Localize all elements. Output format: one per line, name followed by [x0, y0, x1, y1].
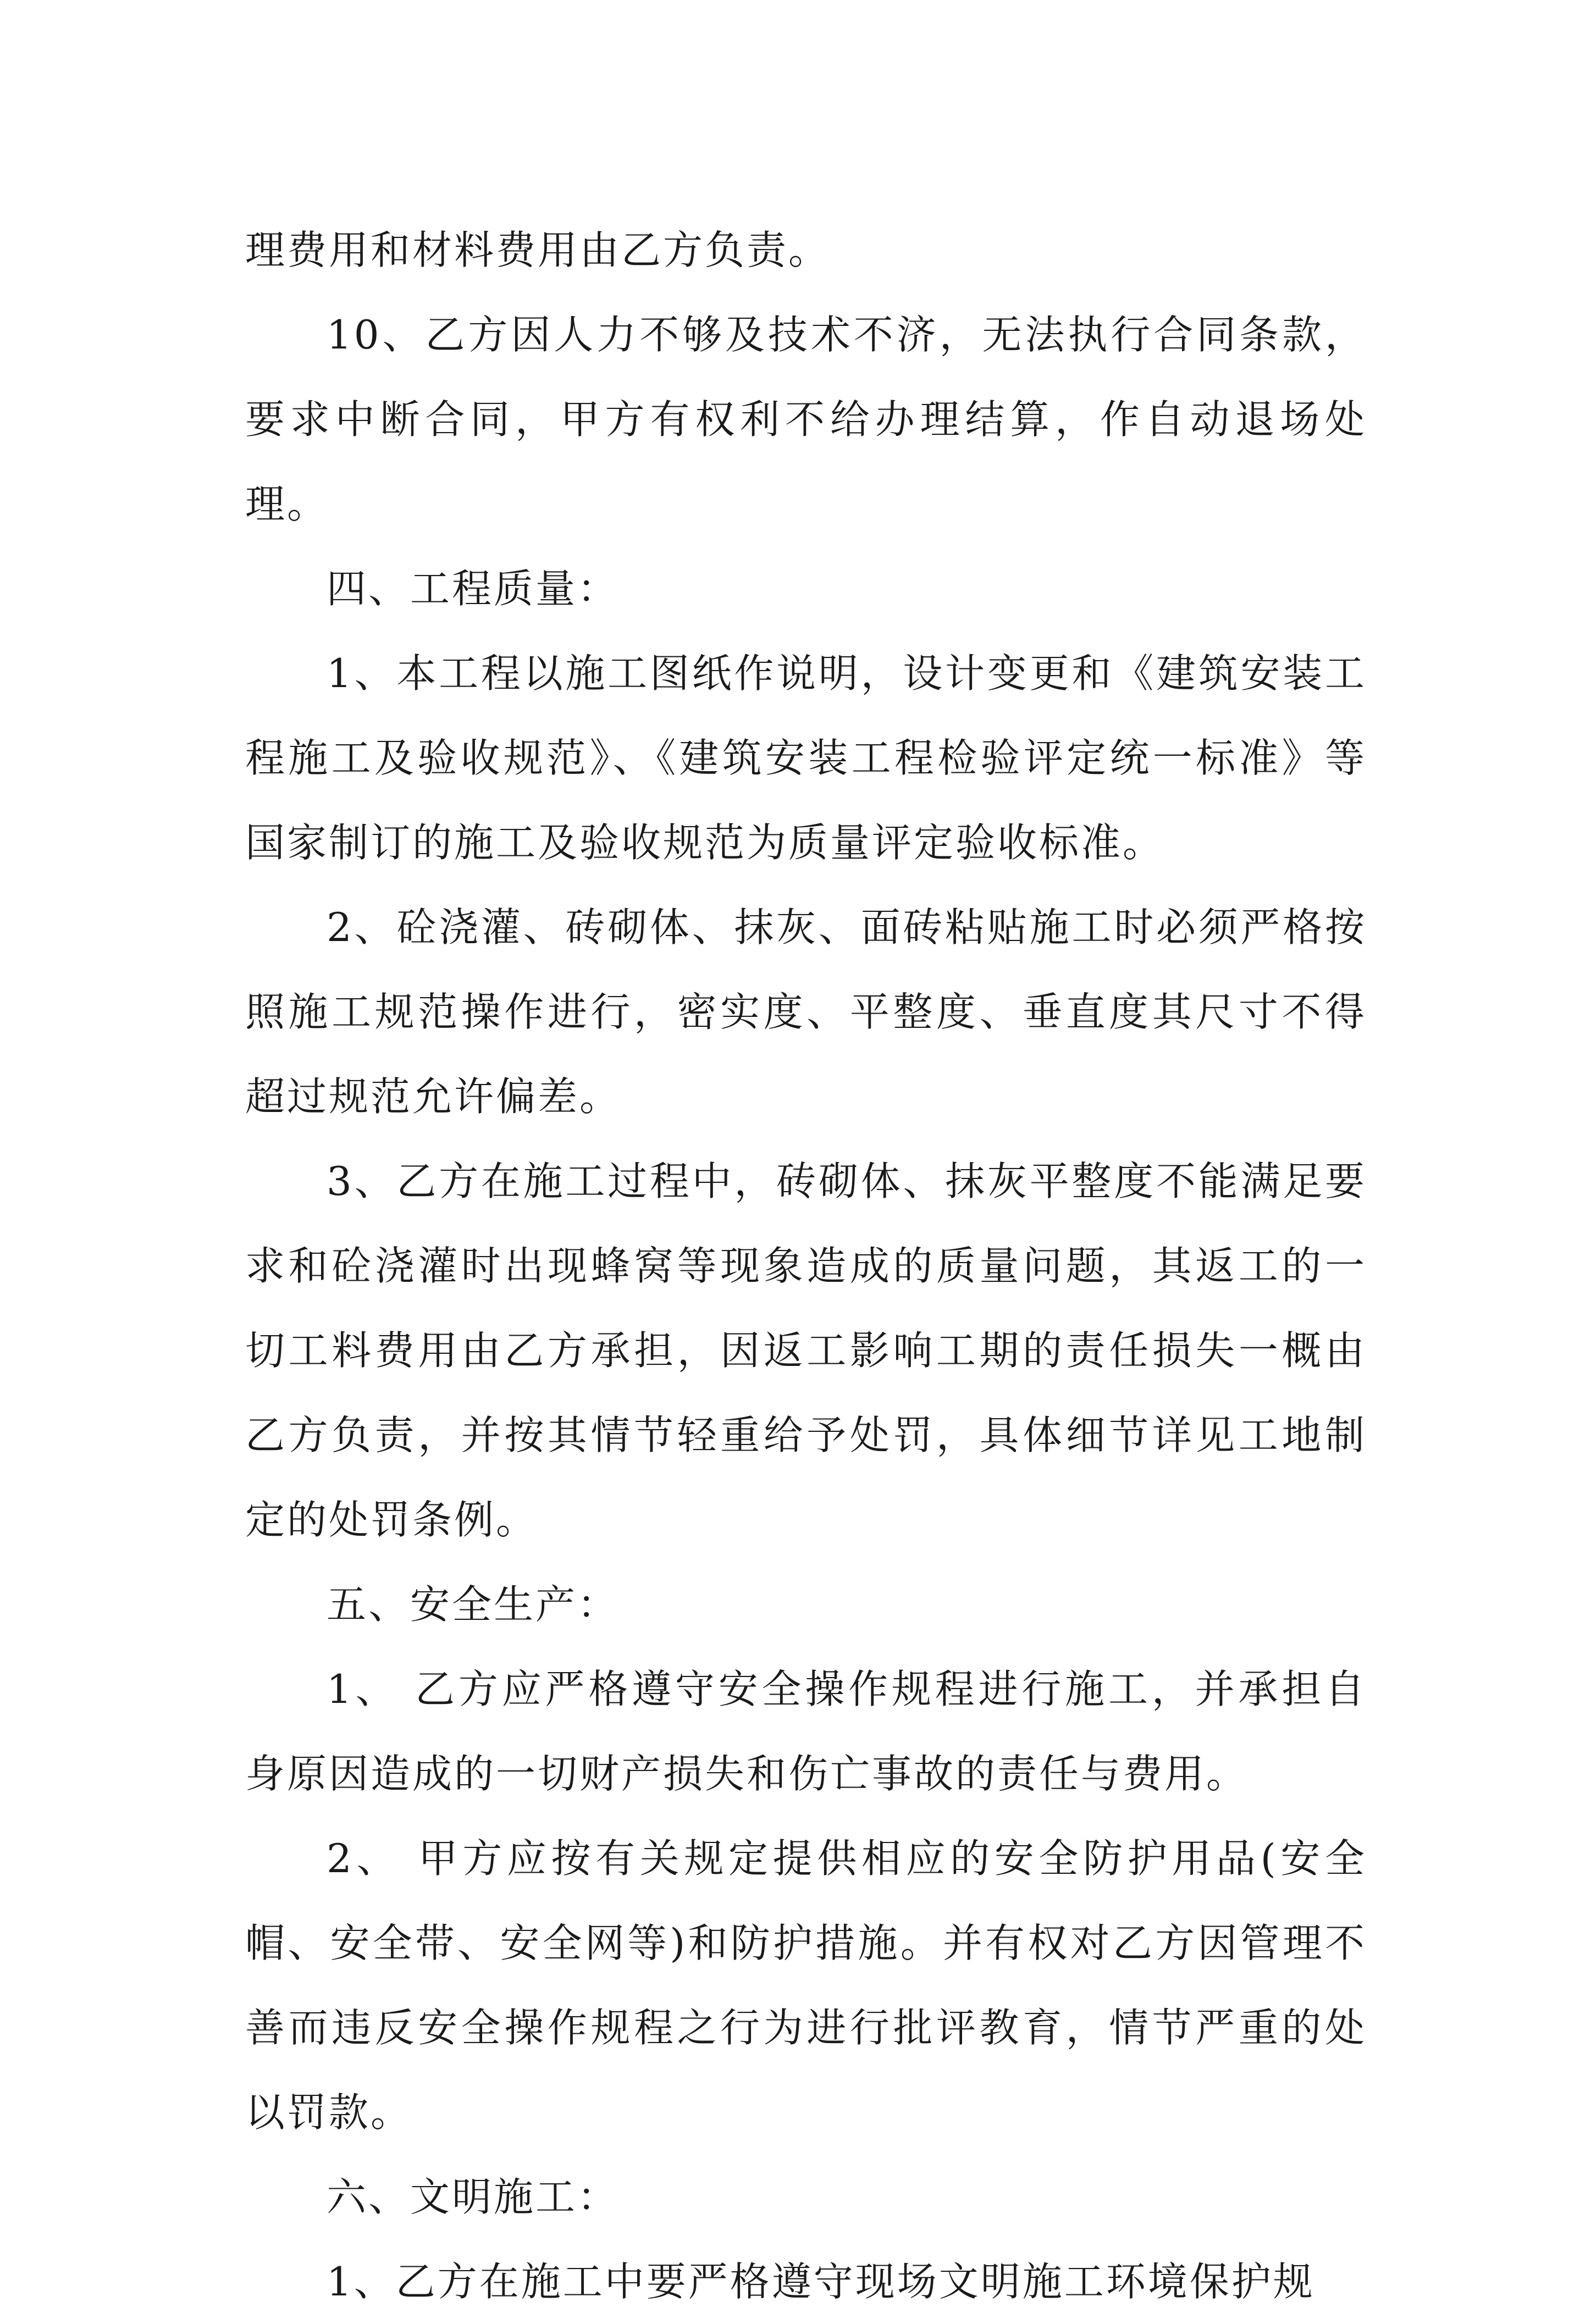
document-body	[245, 208, 1367, 2324]
paragraph-continuation: 理费用和材料费用由乙方负责。	[245, 227, 831, 273]
paragraph-quality-1: 1、本工程以施工图纸作说明，设计变更和《建筑安装工程施工及验收规范》、《建筑安装工程检验评定统一标准》等国家制订的施工及验收规范为质量评定验收标准。	[245, 650, 1367, 866]
section-heading-quality: 四、工程质量：	[327, 566, 620, 612]
section-heading-safety: 五、安全生产：	[327, 1581, 620, 1628]
paragraph-safety-2: 2、 甲方应按有关规定提供相应的安全防护用品(安全帽、安全带、安全网等)和防护措施。并有权对乙方因管理不善而违反安全操作规程之行为进行批评教育，情节严重的处以罚款。	[245, 1835, 1367, 2135]
paragraph-quality-2: 2、砼浇灌、砖砌体、抹灰、面砖粘贴施工时必须严格按照施工规范操作进行，密实度、平整度、垂直度其尺寸不得超过规范允许偏差。	[245, 904, 1367, 1120]
paragraph-safety-1: 1、 乙方应严格遵守安全操作规程进行施工，并承担自身原因造成的一切财产损失和伤亡事故的责任与费用。	[245, 1666, 1367, 1797]
paragraph-quality-3: 3、乙方在施工过程中，砖砌体、抹灰平整度不能满足要求和砼浇灌时出现蜂窝等现象造成的质量问题，其返工的一切工料费用由乙方承担，因返工影响工期的责任损失一概由乙方负责，并按其情节轻重给予处罚，具体细节详见工地制定的处罚条例。	[245, 1158, 1367, 1543]
paragraph-clause-10: 10、乙方因人力不够及技术不济，无法执行合同条款，要求中断合同，甲方有权利不给办理结算，作自动退场处理。	[245, 312, 1367, 527]
section-heading-civilized-construction: 六、文明施工：	[327, 2174, 620, 2220]
paragraph-civilized-1: 1、乙方在施工中要严格遵守现场文明施工环境保护规	[327, 2259, 1315, 2305]
